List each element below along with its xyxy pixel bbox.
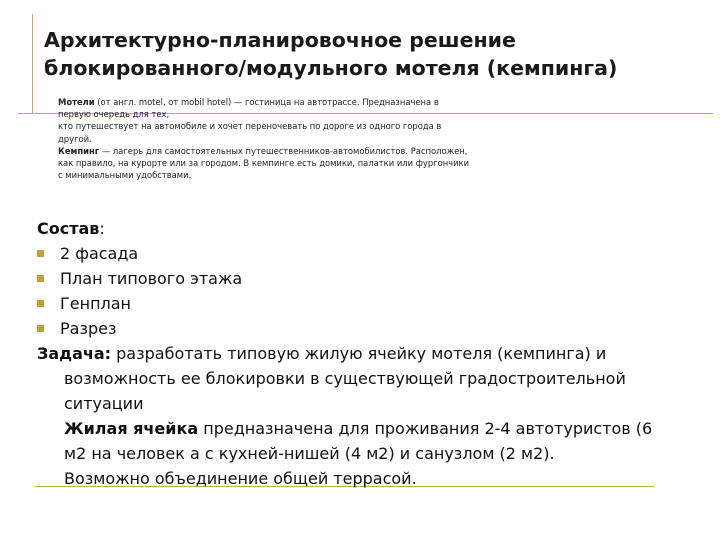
- definitions-block: [58, 96, 618, 181]
- task-line-1: [37, 341, 707, 366]
- cell-line-2: м2 на человек а с кухней-нишей (4 м2) и санузлом (2 м2).: [64, 444, 555, 463]
- task-line-3: ситуации: [64, 394, 144, 413]
- composition-colon: :: [99, 219, 105, 238]
- camping-text-1: — лагерь для самостоятельных путешественников-автомобилистов. Расположен,: [99, 145, 468, 156]
- slide-title: [44, 26, 704, 82]
- list-item: [37, 291, 707, 316]
- square-bullet-icon: [37, 275, 44, 282]
- camping-term: Кемпинг: [58, 145, 100, 156]
- composition-item-4: Разрез: [60, 319, 117, 338]
- list-item: [37, 266, 707, 291]
- frame-vertical-rule: [32, 14, 33, 114]
- camping-definition-line-2: как правило, на курорте или за городом. В кемпинге есть домики, палатки или фургончики: [58, 158, 470, 169]
- cell-line-1: [37, 416, 707, 441]
- assignment-block: [37, 216, 707, 491]
- motel-text-1: (от англ. motel, от mobil hotel) — гостиница на автотрассе. Предназначена в: [94, 97, 439, 107]
- square-bullet-icon: [37, 250, 44, 257]
- composition-heading: Состав: [37, 219, 100, 238]
- composition-heading-row: [37, 216, 707, 241]
- task-line-2: возможность ее блокировки в существующей градостроительной: [64, 369, 626, 388]
- cell-line-3: Возможно объединение общей террасой.: [64, 469, 417, 488]
- composition-item-1: 2 фасада: [60, 244, 139, 263]
- motel-definition-line-4: другой.: [58, 133, 92, 144]
- task-heading: Задача:: [37, 344, 112, 363]
- square-bullet-icon: [37, 325, 44, 332]
- composition-item-3: Генплан: [60, 294, 132, 313]
- title-line-2: блокированного/модульного мотеля (кемпинга): [44, 56, 618, 80]
- motel-term: Мотели: [58, 97, 95, 107]
- list-item: [37, 241, 707, 266]
- composition-item-2: План типового этажа: [60, 269, 243, 288]
- cell-text-1: предназначена для проживания 2-4 автотуристов (6: [198, 419, 653, 438]
- title-line-1: Архитектурно-планировочное решение: [44, 28, 516, 52]
- motel-definition-line-2: первую очередь для тех,: [58, 109, 170, 120]
- cell-term: Жилая ячейка: [64, 419, 199, 438]
- list-item: [37, 316, 707, 341]
- motel-definition-line-3: кто путешествует на автомобиле и хочет переночевать по дороге из одного города в: [58, 121, 442, 132]
- camping-definition-line-3: с минимальными удобствами.: [58, 170, 192, 181]
- motel-definition-line-1: [58, 96, 618, 108]
- task-text-1: разработать типовую жилую ячейку мотеля (кемпинга) и: [111, 344, 607, 363]
- camping-definition-line-1: [58, 145, 618, 157]
- square-bullet-icon: [37, 300, 44, 307]
